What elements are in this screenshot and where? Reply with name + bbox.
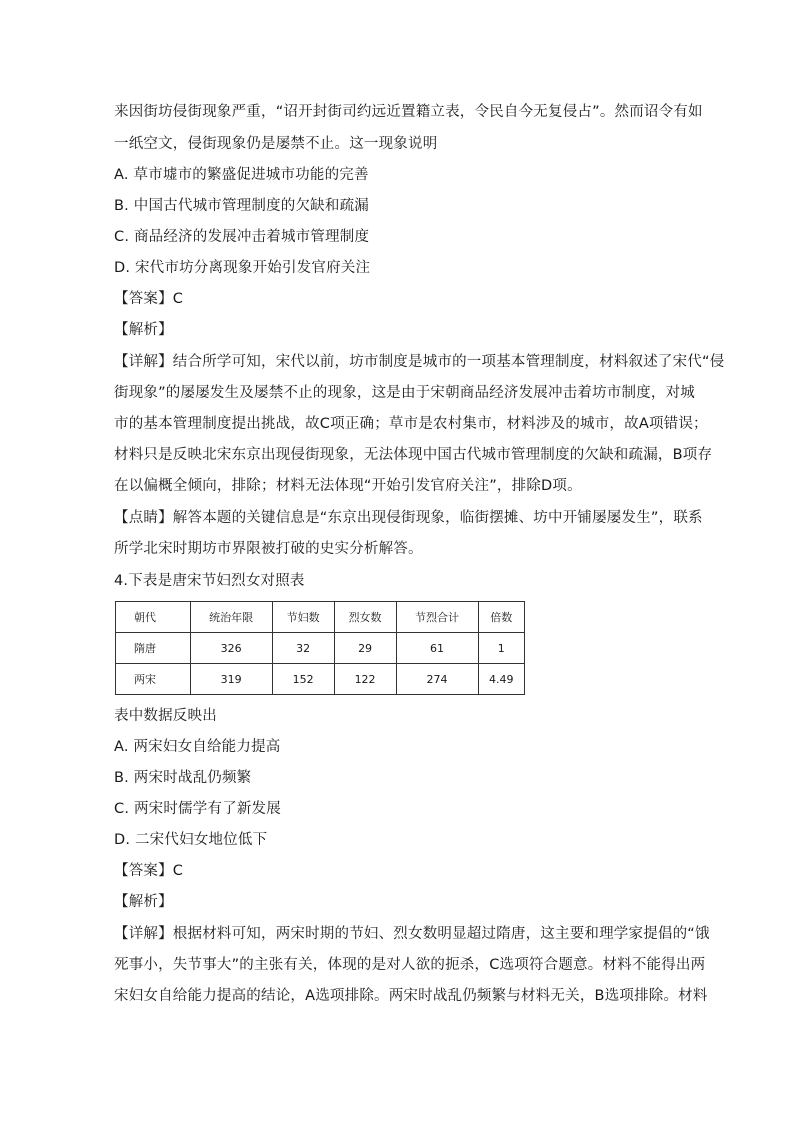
table-cell: 29 bbox=[334, 633, 396, 664]
detail-text: 宋妇女自给能力提高的结论，A选项排除。两宋时战乱仍频繁与材料无关，B选项排除。材料 bbox=[114, 988, 708, 1004]
table-header-cell: 节妇数 bbox=[272, 602, 334, 633]
answer-label: 【答案】C bbox=[114, 291, 184, 307]
table-cell: 隋唐 bbox=[116, 633, 191, 664]
table-cell: 274 bbox=[396, 664, 478, 695]
detail-text: 市的基本管理制度提出挑战，故C项正确；草市是农村集市，材料涉及的城市，故A项错误； bbox=[114, 416, 708, 432]
question-4-title: 4.下表是唐宋节妇烈女对照表 bbox=[114, 573, 305, 589]
table-cell: 326 bbox=[190, 633, 272, 664]
detail-text: 死事小，失节事大”的主张有关，体现的是对人欲的扼杀，C选项符合题意。材料不能得出两 bbox=[114, 957, 706, 973]
table-header-row bbox=[116, 602, 525, 633]
option-c: C. 商品经济的发展冲击着城市管理制度 bbox=[114, 229, 370, 245]
table-header-cell: 统治年限 bbox=[190, 602, 272, 633]
table-header-cell: 节烈合计 bbox=[396, 602, 478, 633]
table-cell: 1 bbox=[478, 633, 525, 664]
answer-label: 【答案】C bbox=[114, 863, 184, 879]
table-cell: 4.49 bbox=[478, 664, 525, 695]
table-header-cell: 烈女数 bbox=[334, 602, 396, 633]
detail-text: 材料只是反映北宋东京出现侵街现象，无法体现中国古代城市管理制度的欠缺和疏漏，B项存 bbox=[114, 447, 713, 463]
analysis-label: 【解析】 bbox=[114, 322, 173, 338]
option-d: D. 二宋代妇女地位低下 bbox=[114, 832, 268, 848]
option-b: B. 两宋时战乱仍频繁 bbox=[114, 770, 252, 786]
option-a: A. 两宋妇女自给能力提高 bbox=[114, 739, 281, 755]
table-cell: 152 bbox=[272, 664, 334, 695]
text-line: 来因街坊侵街现象严重，“诏开封街司约远近置籍立表，令民自今无复侵占”。然而诏令有如 bbox=[114, 104, 703, 120]
option-c: C. 两宋时儒学有了新发展 bbox=[114, 801, 281, 817]
comparison-table bbox=[115, 601, 525, 695]
text-line: 一纸空文，侵街现象仍是屡禁不止。这一现象说明 bbox=[114, 136, 438, 152]
table-row bbox=[116, 664, 525, 695]
analysis-label: 【解析】 bbox=[114, 894, 173, 910]
table-row bbox=[116, 633, 525, 664]
detail-text: 街现象”的屡屡发生及屡禁不止的现象，这是由于宋朝商品经济发展冲击着坊市制度，对城 bbox=[114, 385, 696, 401]
detail-text: 在以偏概全倾向，排除；材料无法体现“开始引发官府关注”，排除D项。 bbox=[114, 478, 582, 494]
detail-text: 【详解】根据材料可知，两宋时期的节妇、烈女数明显超过隋唐，这主要和理学家提倡的“饿 bbox=[114, 926, 710, 942]
table-cell: 122 bbox=[334, 664, 396, 695]
table-header-cell: 朝代 bbox=[116, 602, 191, 633]
table-cell: 两宋 bbox=[116, 664, 191, 695]
table-cell: 61 bbox=[396, 633, 478, 664]
question-prompt: 表中数据反映出 bbox=[114, 708, 217, 724]
comment-text: 所学北宋时期坊市界限被打破的史实分析解答。 bbox=[114, 541, 423, 557]
option-b: B. 中国古代城市管理制度的欠缺和疏漏 bbox=[114, 198, 369, 214]
option-a: A. 草市墟市的繁盛促进城市功能的完善 bbox=[114, 167, 369, 183]
table-cell: 32 bbox=[272, 633, 334, 664]
table-header-cell: 倍数 bbox=[478, 602, 525, 633]
comment-text: 【点睛】解答本题的关键信息是“东京出现侵街现象，临街摆摊、坊中开铺屡屡发生”，联系 bbox=[114, 510, 703, 526]
table-cell: 319 bbox=[190, 664, 272, 695]
detail-text: 【详解】结合所学可知，宋代以前，坊市制度是城市的一项基本管理制度，材料叙述了宋代“侵 bbox=[114, 354, 725, 370]
option-d: D. 宋代市坊分离现象开始引发官府关注 bbox=[114, 260, 371, 276]
